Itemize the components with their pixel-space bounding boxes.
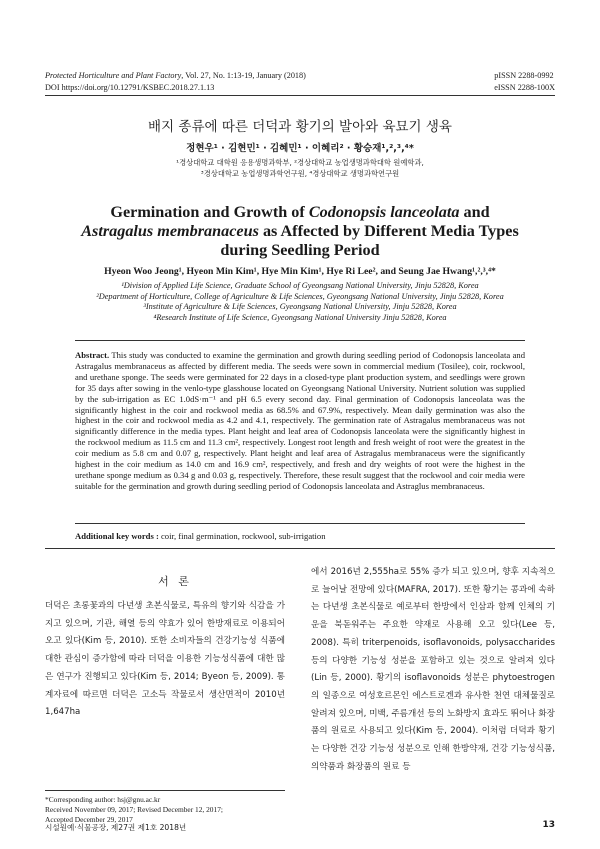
footnote-rule <box>45 790 285 791</box>
affiliation: ²Department of Horticulture, College of Agriculture & Life Sciences, Gyeongsang National University, Jinju 52828, Korea <box>96 291 504 301</box>
affiliation: ⁴Research Institute of Life Science, Gyeongsang National University Jinju 52828, Korea <box>153 312 447 322</box>
title-part: Germination and Growth of <box>110 203 309 221</box>
journal-citation <box>45 70 306 82</box>
title-part: during Seedling Period <box>220 241 380 259</box>
english-affiliations <box>0 281 600 323</box>
abstract-text: This study was conducted to examine the germination and growth during seedling period of Codonopsis lanceolata and Astragalus membranaceus as affected by different media. The seeds were sown in commercial medium (Tosilee), coir, rockwool, and urethane sponge. The seeds were germinated for 22 days in a closed-type plant production system, and seedlings were grown for 35 days after sowing in the venlo-type glasshouse located on Gyeongsang National University. Nutrient solution was supplied by the sub-irrigation as EC 1.0dS·m⁻¹ and pH 6.5 every second day. Final germination of Codonopsis lanceolata was the significantly highest in the coir and rockwool media as 68.5% and 67.9%, respectively. Mean daily germination was also the highest in the coir and rockwool media as 4.2 and 4.1, respectively. The germination rate of Astragalus membranaceus was not significantly difference in the media types. Plant height and leaf area of Codonopsis lanceolata were the significantly highest in the rockwool medium as 11.5 cm and 11.3 cm², respectively. Longest root length and fresh weight of root were the greatest in the coir medium as 5.8 cm and 0.07 g, respectively. Plant height and leaf area of Astragalus membranaceus were the significantly highest in the coir medium as 14.0 cm and 16.9 cm², respectively, and fresh and dry weights of root were the highest in the urethane sponge medium as 0.34 g and 0.03 g, respectively. Therefore, these result suggest that the rockwool and coir media were suitable for the germination and growth during seedling period of Codonopsis lanceolata and Astraglus membranaceus. <box>75 350 525 491</box>
abstract-bottom-rule <box>75 523 525 524</box>
doi[interactable]: DOI https://doi.org/10.12791/KSBEC.2018.27.1.13 <box>45 82 215 92</box>
affiliation: ¹Division of Applied Life Science, Graduate School of Gyeongsang National University, Jinju 52828, Korea <box>121 281 479 290</box>
intro-right-column: 에서 2016년 2,555ha로 55% 증가 되고 있으며, 향후 지속적으로 늘어날 전망에 있다(MAFRA, 2017). 또한 황기는 콩과에 속하는 다년생 초본식물로 예로부터 한방에서 인삼과 함께 인체의 기운을 북돋워주는 주요한 약재로 사용해 오고 있다(Lee 등, 2008). 특히 triterpenoids, isoflavonoids, polysaccharides 등의 다양한 기능성 성분을 포함하고 있는 것으로 알려져 있다(Lin 등, 2000). 황기의 isoflavonoids 성분은 phytoestrogen의 일종으로 여성호르몬인 에스트로겐과 유사한 천연 대체물질로 알려져 있으며, 미백, 주름개선 등의 노화방지 효과도 뛰어나 화장품의 원료로 사용되고 있다(Kim 등, 2004). 이처럼 더덕과 황기는 다양한 건강 기능성 성분으로 인해 한방약재, 건강 기능성식품, 의약품과 화장품의 원료 등 <box>311 567 555 772</box>
corresponding-author: *Corresponding author: hsj@gnu.ac.kr <box>45 795 161 804</box>
english-authors: Hyeon Woo Jeong¹, Hyeon Min Kim¹, Hye Min Kim¹, Hye Ri Lee², and Seung Jae Hwang¹,²,³,⁴* <box>104 266 496 277</box>
english-title <box>0 203 600 260</box>
keywords-text: coir, final germination, rockwool, sub-irrigation <box>158 531 326 541</box>
title-species: Astragalus membranaceus <box>81 222 259 240</box>
korean-affil-line: ¹경상대학교 대학원 응용생명과학부, ²경상대학교 농업생명과학대학 원예학과, <box>176 158 424 167</box>
journal-volume: , Vol. 27, No. 1:13-19, January (2018) <box>181 71 306 80</box>
eissn: eISSN 2288-100X <box>494 82 555 92</box>
title-part: and <box>459 203 490 221</box>
keywords-rule <box>45 548 555 549</box>
received-dates: Received November 09, 2017; Revised December 12, 2017; <box>45 805 223 814</box>
abstract-top-rule <box>75 340 525 341</box>
accepted-date: Accepted December 29, 2017 <box>45 815 133 824</box>
title-species: Codonopsis lanceolata <box>308 203 460 221</box>
section-heading-intro: 서 론 <box>158 575 192 588</box>
footnote <box>45 795 285 825</box>
korean-title: 배지 종류에 따른 더덕과 황기의 발아와 육묘기 생육 <box>148 119 452 135</box>
header-rule <box>45 95 555 96</box>
pissn: pISSN 2288-0992 <box>494 71 554 80</box>
korean-affil-line: ³경상대학교 농업생명과학연구원, ⁴경상대학교 생명과학연구원 <box>200 169 400 178</box>
abstract <box>75 350 525 492</box>
abstract-label: Abstract. <box>75 350 110 360</box>
page-number: 13 <box>542 820 555 830</box>
keywords <box>75 531 525 542</box>
keywords-label: Additional key words : <box>75 531 159 541</box>
korean-authors: 정현우¹ · 김현민¹ · 김혜민¹ · 이혜리² · 황승재¹,²,³,⁴* <box>186 143 414 154</box>
affiliation: ³Institute of Agriculture & Life Sciences, Gyeongsang National University, Jinju 52828, Korea <box>143 302 457 311</box>
intro-left-column: 더덕은 초롱꽃과의 다년생 초본식물로, 특유의 향기와 식감을 가지고 있으며, 기관, 해열 등의 약효가 있어 한방재료로 이용되어 오고 있다(Kim 등, 2010). 또한 소비자들의 건강기능성 식품에 대한 관심이 증가함에 따라 더덕을 이용한 기능성식품에 대한 많은 연구가 진행되고 있다(Kim 등, 2014; Byeon 등, 2009). 통계자료에 따르면 더덕은 고소득 작물로서 생산면적이 2010년 1,647ha <box>45 601 285 718</box>
title-part: as Affected by Different Media Types <box>258 222 519 240</box>
issn-block <box>494 70 555 93</box>
korean-affiliations <box>0 157 600 179</box>
journal-header <box>45 70 306 93</box>
footer-journal: 시설원예·식물공장, 제27권 제1호 2018년 <box>45 823 187 832</box>
journal-name: Protected Horticulture and Plant Factory <box>45 71 182 80</box>
